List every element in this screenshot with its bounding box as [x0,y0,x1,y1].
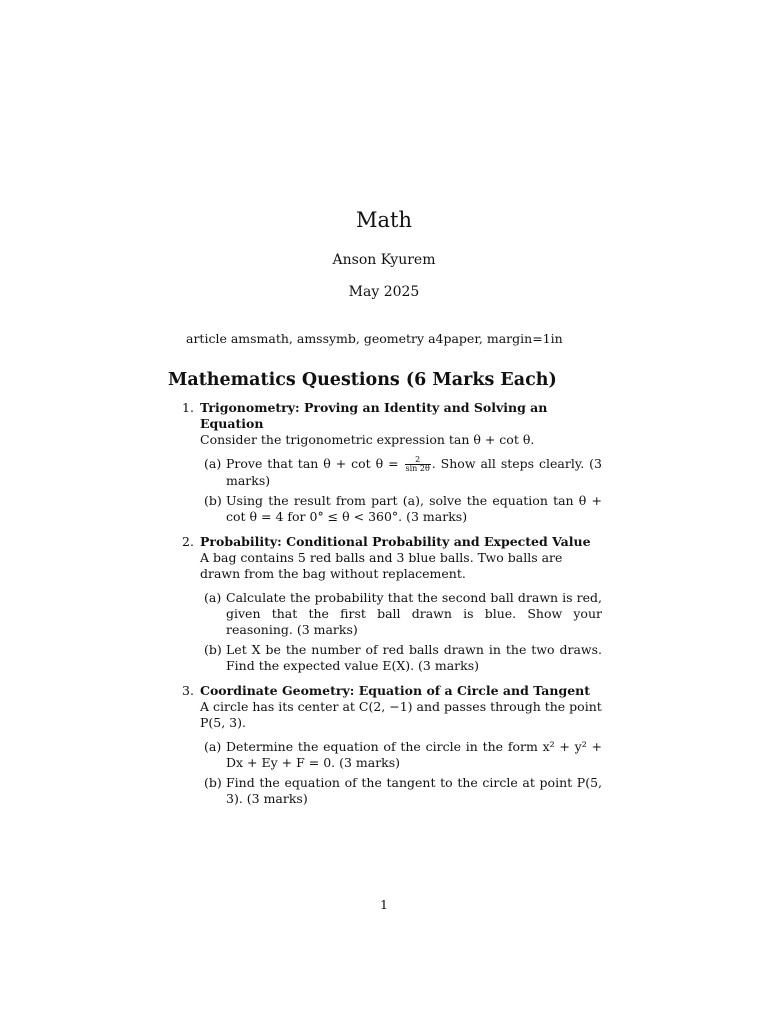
question-part [200,642,602,674]
part-text: Determine the equation of the circle in the form x² + y² + Dx + Ey + F = 0. (3 marks) [226,739,602,770]
question-intro: A bag contains 5 red balls and 3 blue balls. Two balls are drawn from the bag without replacement. [200,550,563,581]
question-parts [200,739,602,807]
part-text: Prove that tan θ + cot θ = [226,456,399,471]
page-number: 1 [380,897,388,912]
question-3 [168,683,602,807]
question-list [168,400,602,816]
document-author: Anson Kyurem [332,252,436,268]
part-label: (b) [204,642,222,657]
question-parts [200,456,602,525]
question-number: 2. [182,534,194,549]
part-label: (a) [204,590,222,605]
question-intro: A circle has its center at C(2, −1) and passes through the point P(5, 3). [200,699,602,730]
part-label: (a) [204,739,222,754]
question-parts [200,590,602,674]
section-title: Mathematics Questions (6 Marks Each) [168,370,557,390]
question-2 [168,534,602,674]
question-title: Coordinate Geometry: Equation of a Circle and Tangent [200,683,591,698]
question-part [200,590,602,638]
question-intro: Consider the trigonometric expression tan θ + cot θ. [200,432,535,447]
part-text: Calculate the probability that the second ball drawn is red, given that the first ball drawn is blue. Show your reasoning. (3 marks) [226,590,602,637]
preamble-text: article amsmath, amssymb, geometry a4paper, margin=1in [186,331,563,346]
question-title: Trigonometry: Proving an Identity and Solving an Equation [200,400,548,431]
part-text: Find the equation of the tangent to the circle at point P(5, 3). (3 marks) [226,775,602,806]
part-text: . Show all steps clearly. (3 marks) [226,456,602,488]
part-label: (a) [204,456,222,471]
document-date: May 2025 [348,284,420,300]
document-title: Math [356,208,412,232]
part-text: Let X be the number of red balls drawn in the two draws. Find the expected value E(X). (3 marks) [226,642,602,673]
question-part [200,456,602,489]
question-1 [168,400,602,525]
question-part [200,775,602,807]
question-part [200,493,602,525]
fraction-numerator: 2 [405,456,431,465]
fraction [405,456,431,473]
part-label: (b) [204,775,222,790]
question-number: 3. [182,683,194,698]
question-title: Probability: Conditional Probability and Expected Value [200,534,591,549]
part-text: Using the result from part (a), solve the equation tan θ + cot θ = 4 for 0° ≤ θ < 360°. (3 marks) [226,493,602,524]
part-label: (b) [204,493,222,508]
question-number: 1. [182,400,194,415]
fraction-denominator: sin 2θ [405,464,430,473]
question-part [200,739,602,771]
